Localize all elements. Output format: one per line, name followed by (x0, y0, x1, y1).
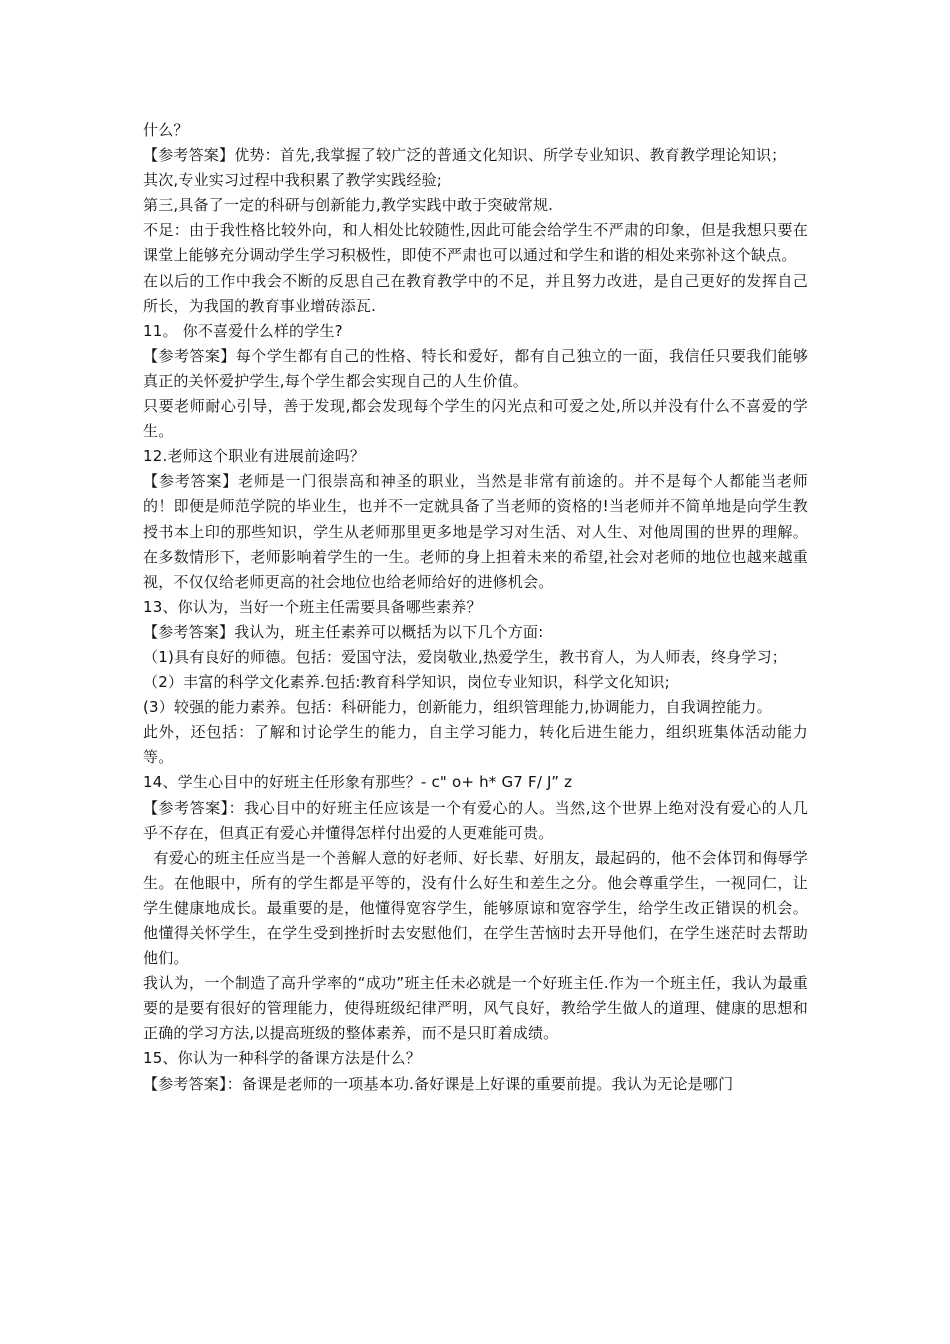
document-body (143, 118, 808, 1097)
paragraph: 【参考答案】我认为，班主任素养可以概括为以下几个方面: (143, 622, 544, 641)
paragraph: 我认为，一个制造了高升学率的“成功”班主任未必就是一个好班主任.作为一个班主任，我认为最重要的是要有很好的管理能力，使得班级纪律严明，风气良好，教给学生做人的道理、健康的思想和正确的学习方法,以提高班级的整体素养，而不是只盯着成绩。 (143, 974, 808, 1043)
question-heading: 12.老师这个职业有进展前途吗？ (143, 447, 366, 466)
paragraph: 【参考答案】每个学生都有自己的性格、特长和爱好，都有自己独立的一面，我信任只要我们能够真正的关怀爱护学生,每个学生都会实现自己的人生价值。 (143, 346, 808, 390)
list-item: （2）丰富的科学文化素养.包括:教育科学知识，岗位专业知识，科学文化知识; (143, 673, 670, 692)
list-item: (3）较强的能力素养。包括：科研能力，创新能力，组织管理能力,协调能力，自我调控能力。 (143, 698, 772, 717)
paragraph: 【参考答案】：备课是老师的一项基本功.备好课是上好课的重要前提。我认为无论是哪门 (143, 1074, 734, 1093)
paragraph: 【参考答案】：我心目中的好班主任应该是一个有爱心的人。当然,这个世界上绝对没有爱心的人几乎不存在，但真正有爱心并懂得怎样付出爱的人更难能可贵。 (143, 798, 808, 842)
paragraph: 此外，还包括：了解和讨论学生的能力，自主学习能力，转化后进生能力，组织班集体活动能力等。 (143, 723, 808, 767)
paragraph: 什么？ (143, 121, 189, 139)
list-item: （1)具有良好的师德。包括：爱国守法，爱岗敬业,热爱学生，教书育人，为人师表，终身学习； (143, 647, 787, 666)
question-heading: 15、你认为一种科学的备课方法是什么？ (143, 1049, 421, 1068)
question-heading: 13、你认为，当好一个班主任需要具备哪些素养？ (143, 597, 482, 616)
paragraph: 第三,具备了一定的科研与创新能力,教学实践中敢于突破常规. (143, 196, 554, 215)
paragraph: 只要老师耐心引导，善于发现,都会发现每个学生的闪光点和可爱之处,所以并没有什么不喜爱的学生。 (143, 397, 808, 441)
paragraph: 有爱心的班主任应当是一个善解人意的好老师、好长辈、好朋友，最起码的，他不会体罚和侮辱学生。在他眼中，所有的学生都是平等的，没有什么好生和差生之分。他会尊重学生，一视同仁，让学生健康地成长。最重要的是，他懂得宽容学生，能够原谅和宽容学生，给学生改正错误的机会。他懂得关怀学生，在学生受到挫折时去安慰他们，在学生苦恼时去开导他们，在学生迷茫时去帮助他们。 (143, 848, 808, 968)
question-heading: 11。 你不喜爱什么样的学生? (143, 321, 343, 340)
paragraph: 【参考答案】老师是一门很崇高和神圣的职业，当然是非常有前途的。并不是每个人都能当老师的！即便是师范学院的毕业生，也并不一定就具备了当老师的资格的!当老师并不简单地是向学生教授书本上印的那些知识，学生从老师那里更多地是学习对生活、对人生、对他周围的世界的理解。在多数情形下，老师影响着学生的一生。老师的身上担着未来的希望,社会对老师的地位也越来越重视，不仅仅给老师更高的社会地位也给老师给好的进修机会。 (143, 472, 808, 591)
question-heading: 14、学生心目中的好班主任形象有那些？- c" o+ h* G7 F/ J” z (143, 773, 573, 792)
paragraph: 不足：由于我性格比较外向，和人相处比较随性,因此可能会给学生不严肃的印象，但是我想只要在课堂上能够充分调动学生学习积极性，即使不严肃也可以通过和学生和谐的相处来弥补这个缺点。 (143, 221, 808, 265)
paragraph: 在以后的工作中我会不断的反思自己在教育教学中的不足，并且努力改进，是自己更好的发挥自己所长，为我国的教育事业增砖添瓦. (143, 271, 808, 315)
paragraph: 【参考答案】优势：首先,我掌握了较广泛的普通文化知识、所学专业知识、教育教学理论知识； (143, 146, 787, 165)
paragraph: 其次,专业实习过程中我积累了教学实践经验; (143, 171, 443, 190)
